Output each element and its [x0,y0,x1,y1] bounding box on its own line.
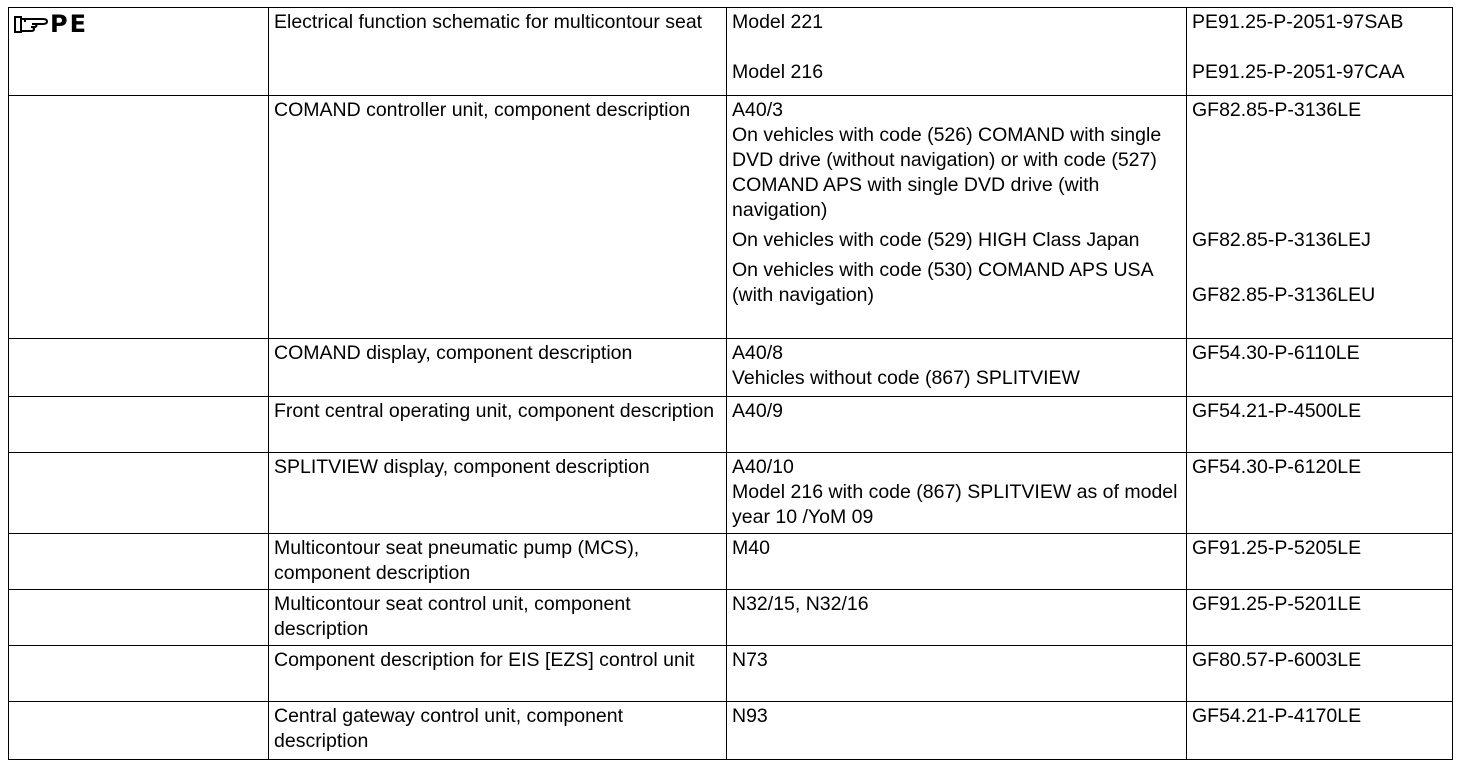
empty-cell [9,702,269,760]
description-cell [269,646,727,702]
entry-text: On vehicles with code (530) COMAND APS USA (with navigation) [732,259,1153,306]
entry-text: N73 [732,649,768,671]
condition-cell [727,646,1187,702]
pointing-hand-icon [13,13,49,35]
row-label: Front central operating unit, component description [274,400,715,422]
pe-marker-cell [9,8,269,96]
description-cell [269,702,727,760]
row-label: Multicontour seat pneumatic pump (MCS), component description [274,537,640,584]
row-label: SPLITVIEW display, component description [274,456,650,478]
description-cell [269,397,727,453]
entry-text: Model 216 [732,61,824,83]
entry-text: Model 216 with code (867) SPLITVIEW as of model year 10 /YoM 09 [732,481,1178,528]
document-reference[interactable]: GF54.30-P-6120LE [1192,456,1362,478]
reference-cell [1187,646,1453,702]
reference-cell [1187,339,1453,397]
document-reference[interactable]: GF54.30-P-6110LE [1192,342,1360,364]
document-reference[interactable]: PE91.25-P-2051-97SAB [1192,11,1404,33]
entry-text: On vehicles with code (526) COMAND with single DVD drive (without navigation) or with code (527) COMAND APS with single DVD drive (with navigation) [732,124,1162,221]
empty-cell [9,339,269,397]
pe-label: PE [50,10,88,38]
reference-cell [1187,8,1453,96]
description-cell [269,96,727,339]
entry-text: On vehicles with code (529) HIGH Class Japan [732,229,1140,251]
table-row [9,453,1453,534]
document-reference[interactable]: GF80.57-P-6003LE [1192,649,1362,671]
condition-cell [727,339,1187,397]
description-cell [269,453,727,534]
condition-cell [727,453,1187,534]
document-reference[interactable]: GF82.85-P-3136LEJ [1192,229,1371,251]
document-reference[interactable]: GF82.85-P-3136LE [1192,99,1362,121]
condition-cell [727,590,1187,646]
description-cell [269,590,727,646]
empty-cell [9,397,269,453]
entry-text: A40/8 [732,342,783,364]
pe-marker [13,10,88,38]
row-label: COMAND controller unit, component description [274,99,691,121]
empty-cell [9,96,269,339]
entry-text: N32/15, N32/16 [732,593,869,615]
document-reference[interactable]: GF91.25-P-5201LE [1192,593,1362,615]
entry-text: N93 [732,705,768,727]
reference-cell [1187,590,1453,646]
row-label: COMAND display, component description [274,342,633,364]
condition-cell [727,8,1187,96]
document-reference[interactable]: PE91.25-P-2051-97CAA [1192,61,1405,83]
entry-text: Vehicles without code (867) SPLITVIEW [732,367,1080,389]
reference-table [8,7,1453,760]
table-row [9,590,1453,646]
row-label: Component description for EIS [EZS] control unit [274,649,695,671]
condition-cell [727,702,1187,760]
condition-cell [727,96,1187,339]
empty-cell [9,646,269,702]
row-label: Central gateway control unit, component description [274,705,624,752]
reference-cell [1187,702,1453,760]
reference-cell [1187,397,1453,453]
table-row [9,96,1453,339]
table-row [9,397,1453,453]
reference-cell [1187,453,1453,534]
description-cell [269,339,727,397]
condition-cell [727,397,1187,453]
table-row [9,8,1453,96]
description-cell [269,534,727,590]
empty-cell [9,590,269,646]
reference-cell [1187,534,1453,590]
row-label: Multicontour seat control unit, component description [274,593,631,640]
table-row [9,646,1453,702]
document-reference[interactable]: GF82.85-P-3136LEU [1192,284,1376,306]
entry-text: A40/9 [732,400,783,422]
empty-cell [9,453,269,534]
table-row [9,339,1453,397]
document-reference[interactable]: GF54.21-P-4500LE [1192,400,1362,422]
entry-text: Model 221 [732,11,824,33]
empty-cell [9,534,269,590]
entry-text: M40 [732,537,770,559]
condition-cell [727,534,1187,590]
table-row [9,702,1453,760]
entry-text: A40/3 [732,99,783,121]
row-label: Electrical function schematic for multicontour seat [274,11,703,33]
reference-cell [1187,96,1453,339]
entry-text: A40/10 [732,456,794,478]
description-cell [269,8,727,96]
document-reference[interactable]: GF91.25-P-5205LE [1192,537,1362,559]
table-row [9,534,1453,590]
document-reference[interactable]: GF54.21-P-4170LE [1192,705,1362,727]
